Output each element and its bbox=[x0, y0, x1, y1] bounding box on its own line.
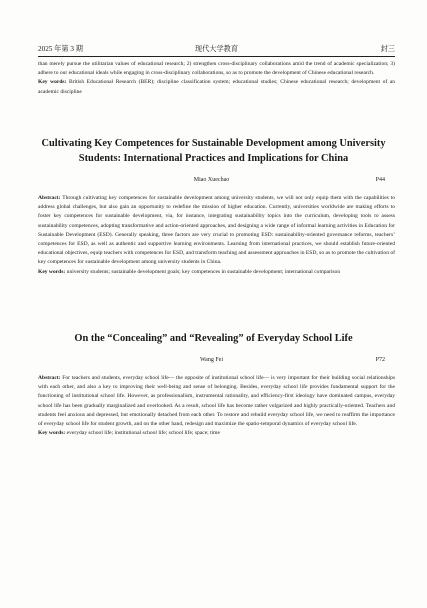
article-title bbox=[20, 331, 407, 346]
page-reference: P44 bbox=[375, 177, 385, 183]
article-title-line: On the “Concealing” and “Revealing” of Everyday School Life bbox=[74, 333, 353, 344]
page-label: 封三 bbox=[380, 45, 395, 53]
keywords-label: Key words: bbox=[38, 430, 66, 437]
keywords-label: Key words: bbox=[38, 268, 66, 275]
article-abstract bbox=[38, 374, 395, 438]
abstract-paragraph bbox=[38, 374, 395, 429]
article-title bbox=[20, 136, 407, 166]
abstract-text: Through cultivating key competences for sustainable development among university students, we will not only equip them with the capabilities to address global challenges, but also gain an opportunity to redefine the mission of higher education. Currently, universities worldwide are making efforts to foster key competences for sustainable development, via, for instance, integrating sustainability topics into the curriculum, developing tools to assess sustainability competences, adopting transformative and action-oriented approaches, and designing a wide range of informal learning activities in Education for Sustainable Development (ESD). Generally speaking, three factors are very crucial to promoting ESD: sustainability-oriented governance reforms, teachers’ competences for ESD, as well as authentic and supportive learning environments. Learning from international practices, we should establish future-oriented educational objectives, equip teachers with competences for ESD, and transform teaching and assessment approaches in ESD, so as to promote the cultivation of key competences for sustainable development among university students in China. bbox=[38, 195, 395, 266]
abstract-label: Abstract: bbox=[38, 195, 61, 201]
page-reference: P72 bbox=[375, 357, 385, 363]
article-title-line: Students: International Practices and Implications for China bbox=[78, 153, 349, 164]
article-abstract bbox=[38, 194, 395, 277]
running-header bbox=[38, 40, 395, 57]
journal-name: 现代大学教育 bbox=[194, 45, 239, 53]
abstract-label: Abstract: bbox=[38, 375, 61, 381]
article-keywords bbox=[38, 429, 395, 438]
continuation-text: than merely pursue the utilitarian values of educational research; 2) strengthen cross-disciplinary collaborations amid the trend of academic specialization; 3) adhere to our educational ideals while engaging in cross-disciplinary collaborations, so as to promote the development of Chinese educational research. bbox=[38, 61, 395, 77]
issue-number: 2025 年第 3 期 bbox=[38, 45, 83, 53]
abstract-text: For teachers and students, everyday school life— the opposite of institutional school life— is very important for their building social relationships with each other, and also a key to improving their well-being and sense of belonging. Besides, everyday school life provides fundamental support for the functioning of institutional school life. However, as professionalism, instrumental rationality, and efficiency-first ideology have dominated campus, everyday school life has been gradually marginalized and overlooked. As a result, school life has become rather vulgarized and highly practically-oriented. Teachers and students feel anxious and depressed, but emotionally detached from each other. To restore and rebuild everyday school life, we need to reaffirm the importance of everyday school life for student growth, and on the other hand, redesign and maximize the spatio-temporal dynamics of everyday school life. bbox=[38, 375, 395, 428]
keywords-text: everyday school life; institutional school life; school life; space; time bbox=[65, 430, 220, 437]
continuation-keywords bbox=[38, 78, 395, 96]
abstract-paragraph bbox=[38, 194, 395, 268]
keywords-text: British Educational Research (BER); discipline classification system; educational studies; Chinese educational research; development of an academic discipline bbox=[38, 79, 395, 95]
previous-abstract-continuation bbox=[38, 60, 395, 97]
article-keywords bbox=[38, 268, 395, 277]
keywords-label: Key words: bbox=[38, 79, 67, 86]
keywords-text: university students; sustainable development goals; key competences in sustainable development; international comparison bbox=[65, 268, 341, 275]
article-title-line: Cultivating Key Competences for Sustainable Development among University bbox=[41, 138, 386, 149]
author-name: Wang Fei bbox=[199, 357, 223, 363]
author-name: Miao Xuechao bbox=[193, 177, 230, 183]
